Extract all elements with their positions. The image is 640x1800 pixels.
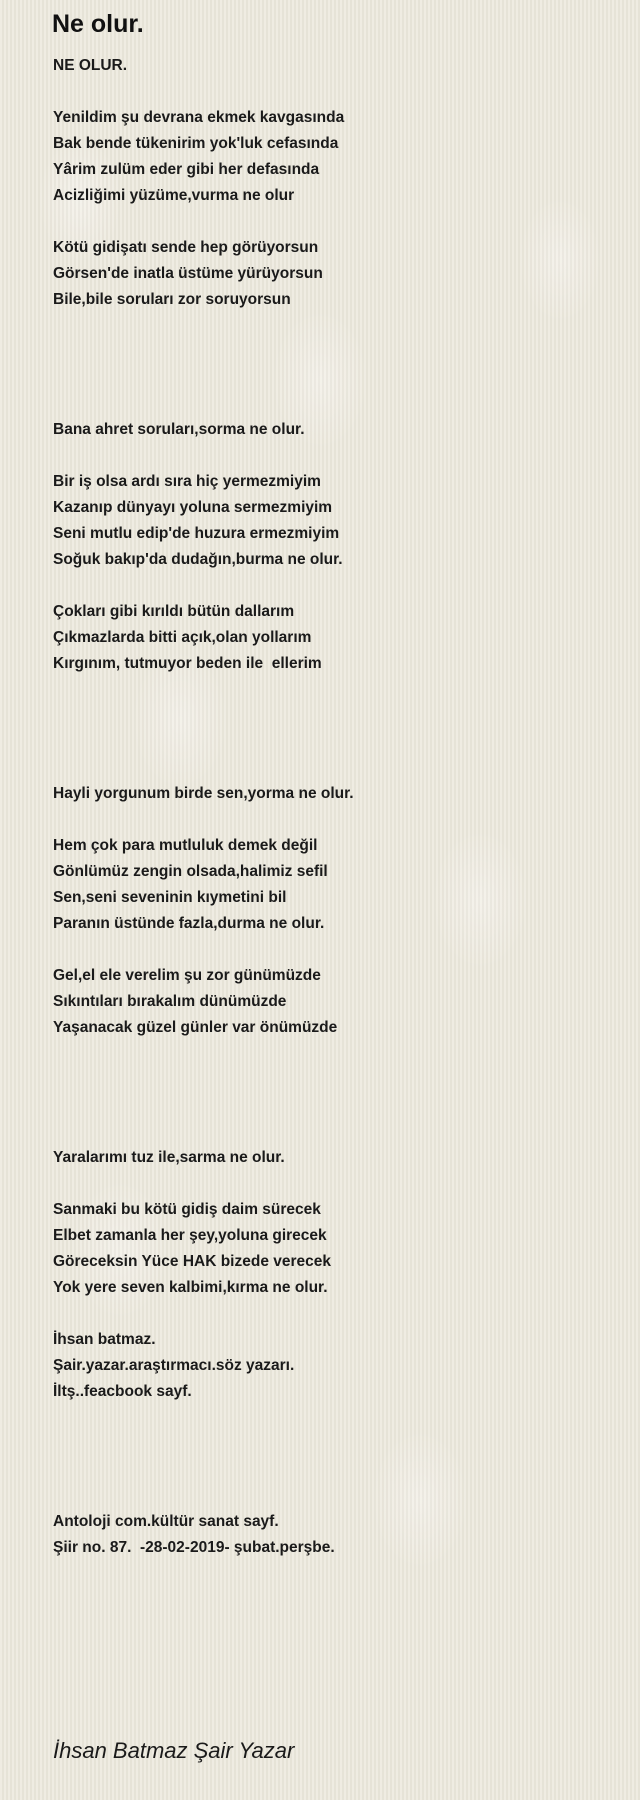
poem-line: Gönlümüz zengin olsada,halimiz sefil (53, 863, 328, 880)
blank-line (53, 391, 613, 417)
poem-line: Çıkmazlarda bitti açık,olan yollarım (53, 629, 312, 646)
blank-line (53, 313, 613, 339)
poem-line: Kırgınım, tutmuyor beden ile ellerim (53, 655, 322, 672)
poem-body (53, 53, 613, 1561)
blank-line (53, 1119, 613, 1145)
blank-line (53, 703, 613, 729)
blank-line (53, 339, 613, 365)
blank-line (53, 1457, 613, 1483)
poem-line: Bile,bile soruları zor soruyorsun (53, 291, 291, 308)
poem-line: Antoloji com.kültür sanat sayf. (53, 1513, 279, 1530)
poem-line: Yenildim şu devrana ekmek kavgasında (53, 109, 345, 126)
poem-line: Hayli yorgunum birde sen,yorma ne olur. (53, 785, 354, 802)
blank-line (53, 1301, 613, 1327)
poem-line: Çokları gibi kırıldı bütün dallarım (53, 603, 295, 620)
poem-line: Elbet zamanla her şey,yoluna girecek (53, 1227, 327, 1244)
poem-line: Bana ahret soruları,sorma ne olur. (53, 421, 305, 438)
author-signature: İhsan Batmaz Şair Yazar (53, 1738, 295, 1763)
blank-line (53, 209, 613, 235)
blank-line (53, 1067, 613, 1093)
blank-line (53, 729, 613, 755)
blank-line (53, 1093, 613, 1119)
blank-line (53, 573, 613, 599)
poem-line: Göreceksin Yüce HAK bizede verecek (53, 1253, 331, 1270)
poem-line: Hem çok para mutluluk demek değil (53, 837, 318, 854)
poem-line: Kötü gidişatı sende hep görüyorsun (53, 239, 319, 256)
blank-line (53, 755, 613, 781)
poem-line: İhsan batmaz. (53, 1331, 156, 1348)
poem-line: Bir iş olsa ardı sıra hiç yermezmiyim (53, 473, 321, 490)
poem-title: Ne olur. (52, 10, 144, 38)
blank-line (53, 443, 613, 469)
poem-line: Seni mutlu edip'de huzura ermezmiyim (53, 525, 340, 542)
poem-line: Acizliğimi yüzüme,vurma ne olur (53, 187, 295, 204)
blank-line (53, 1483, 613, 1509)
poem-line: Bak bende tükenirim yok'luk cefasında (53, 135, 339, 152)
poem-line: NE OLUR. (53, 57, 128, 74)
blank-line (53, 807, 613, 833)
blank-line (53, 937, 613, 963)
poem-line: Yârim zulüm eder gibi her defasında (53, 161, 320, 178)
blank-line (53, 1431, 613, 1457)
poem-line: Yok yere seven kalbimi,kırma ne olur. (53, 1279, 328, 1296)
poem-line: Kazanıp dünyayı yoluna sermezmiyim (53, 499, 333, 516)
poem-line: Şair.yazar.araştırmacı.söz yazarı. (53, 1357, 295, 1374)
blank-line (53, 1041, 613, 1067)
blank-line (53, 677, 613, 703)
poem-line: Paranın üstünde fazla,durma ne olur. (53, 915, 325, 932)
poem-line: İltş..feacbook sayf. (53, 1383, 192, 1400)
blank-line (53, 1171, 613, 1197)
poem-line: Soğuk bakıp'da dudağın,burma ne olur. (53, 551, 343, 568)
blank-line (53, 365, 613, 391)
poem-line: Gel,el ele verelim şu zor günümüzde (53, 967, 321, 984)
poem-line: Sanmaki bu kötü gidiş daim sürecek (53, 1201, 321, 1218)
poem-line: Şiir no. 87. -28-02-2019- şubat.perşbe. (53, 1539, 335, 1556)
poem-line: Yaşanacak güzel günler var önümüzde (53, 1019, 338, 1036)
blank-line (53, 79, 613, 105)
poem-line: Sen,seni seveninin kıymetini bil (53, 889, 287, 906)
blank-line (53, 1405, 613, 1431)
poem-line: Sıkıntıları bırakalım dünümüzde (53, 993, 287, 1010)
poem-line: Görsen'de inatla üstüme yürüyorsun (53, 265, 323, 282)
poem-line: Yaralarımı tuz ile,sarma ne olur. (53, 1149, 285, 1166)
